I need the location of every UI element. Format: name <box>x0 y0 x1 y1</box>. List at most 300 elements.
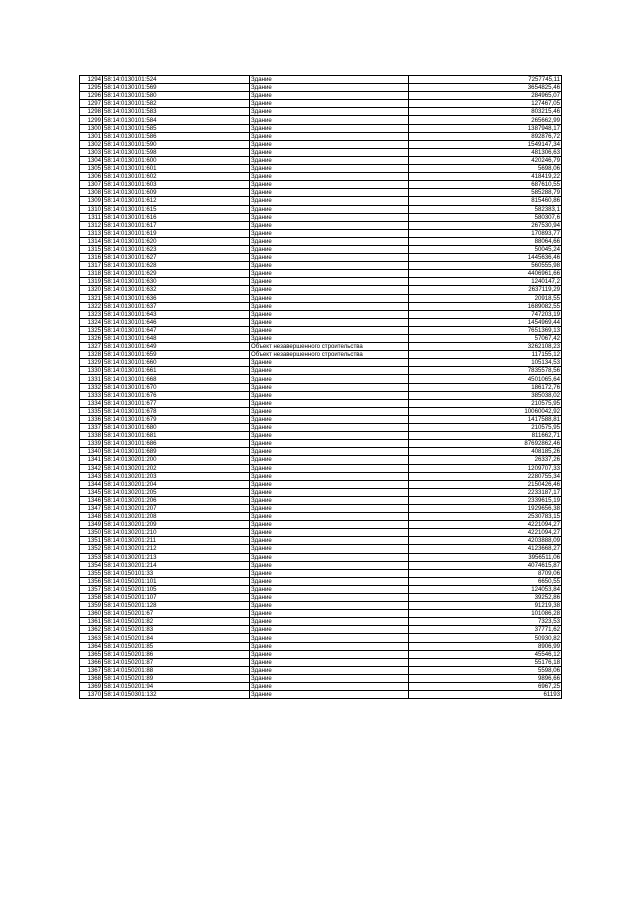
row-number: 1339 <box>80 440 103 448</box>
row-number: 1320 <box>80 286 103 294</box>
object-type: Здание <box>250 480 409 488</box>
row-number: 1363 <box>80 634 103 642</box>
cadastral-value: 7835578,56 <box>409 367 562 375</box>
table-row <box>80 197 562 205</box>
cadastral-number: 58:14:0130101:598 <box>103 148 250 156</box>
cadastral-value: 105134,53 <box>409 359 562 367</box>
cadastral-number: 58:14:0130101:636 <box>103 294 250 302</box>
table-row <box>80 245 562 253</box>
cadastral-value: 265662,99 <box>409 116 562 124</box>
cadastral-number: 58:14:0130101:686 <box>103 440 250 448</box>
table-row <box>80 391 562 399</box>
cadastral-number: 58:14:0130201:202 <box>103 464 250 472</box>
cadastral-value: 124053,84 <box>409 585 562 593</box>
cadastral-number: 58:14:0130101:582 <box>103 100 250 108</box>
object-type: Здание <box>250 569 409 577</box>
table-row <box>80 383 562 391</box>
object-type: Здание <box>250 440 409 448</box>
row-number: 1325 <box>80 326 103 334</box>
cadastral-value: 4406961,66 <box>409 270 562 278</box>
cadastral-number: 58:14:0130101:616 <box>103 213 250 221</box>
cadastral-value: 37771,62 <box>409 626 562 634</box>
table-row <box>80 496 562 504</box>
cadastral-value: 1549147,34 <box>409 140 562 148</box>
table-row <box>80 448 562 456</box>
cadastral-value: 88064,66 <box>409 237 562 245</box>
table-row <box>80 108 562 116</box>
table-row <box>80 432 562 440</box>
object-type: Здание <box>250 602 409 610</box>
cadastral-value: 1417588,81 <box>409 415 562 423</box>
row-number: 1312 <box>80 221 103 229</box>
object-type: Здание <box>250 116 409 124</box>
cadastral-value: 1209707,33 <box>409 464 562 472</box>
object-type: Здание <box>250 594 409 602</box>
object-type: Здание <box>250 124 409 132</box>
cadastral-number: 58:14:0130101:668 <box>103 375 250 383</box>
cadastral-value: 61193 <box>409 691 562 699</box>
object-type: Здание <box>250 205 409 213</box>
row-number: 1345 <box>80 488 103 496</box>
row-number: 1335 <box>80 407 103 415</box>
table-row <box>80 367 562 375</box>
cadastral-number: 58:14:0150201:89 <box>103 674 250 682</box>
cadastral-value: 186172,76 <box>409 383 562 391</box>
cadastral-number: 58:14:0150201:67 <box>103 610 250 618</box>
cadastral-number: 58:14:0130101:680 <box>103 424 250 432</box>
cadastral-number: 58:14:0130101:603 <box>103 181 250 189</box>
row-number: 1311 <box>80 213 103 221</box>
row-number: 1370 <box>80 691 103 699</box>
cadastral-number: 58:14:0150201:83 <box>103 626 250 634</box>
object-type: Здание <box>250 262 409 270</box>
object-type: Здание <box>250 650 409 658</box>
table-row <box>80 116 562 124</box>
cadastral-value: 101086,28 <box>409 610 562 618</box>
object-type: Здание <box>250 100 409 108</box>
object-type: Здание <box>250 496 409 504</box>
row-number: 1308 <box>80 189 103 197</box>
table-row <box>80 302 562 310</box>
table-row <box>80 634 562 642</box>
table-row <box>80 286 562 294</box>
cadastral-value: 10060042,92 <box>409 407 562 415</box>
cadastral-value: 57067,42 <box>409 335 562 343</box>
table-row <box>80 84 562 92</box>
cadastral-value: 560555,98 <box>409 262 562 270</box>
table-row <box>80 278 562 286</box>
row-number: 1333 <box>80 391 103 399</box>
cadastral-value: 39252,86 <box>409 594 562 602</box>
object-type: Здание <box>250 610 409 618</box>
object-type: Здание <box>250 173 409 181</box>
row-number: 1364 <box>80 642 103 650</box>
table-row <box>80 76 562 84</box>
cadastral-value: 55176,18 <box>409 658 562 666</box>
row-number: 1300 <box>80 124 103 132</box>
table-row <box>80 488 562 496</box>
cadastral-number: 58:14:0130101:649 <box>103 343 250 351</box>
row-number: 1306 <box>80 173 103 181</box>
row-number: 1309 <box>80 197 103 205</box>
cadastral-number: 58:14:0150201:101 <box>103 577 250 585</box>
cadastral-number: 58:14:0130201:200 <box>103 456 250 464</box>
cadastral-value: 580307,6 <box>409 213 562 221</box>
cadastral-value: 3956511,06 <box>409 553 562 561</box>
object-type: Объект незавершенного строительства <box>250 351 409 359</box>
table-row <box>80 602 562 610</box>
object-type: Объект незавершенного строительства <box>250 343 409 351</box>
row-number: 1326 <box>80 335 103 343</box>
cadastral-number: 58:14:0150201:82 <box>103 618 250 626</box>
cadastral-number: 58:14:0130201:208 <box>103 513 250 521</box>
cadastral-value: 3262108,23 <box>409 343 562 351</box>
cadastral-number: 58:14:0130201:212 <box>103 545 250 553</box>
cadastral-value: 747203,19 <box>409 310 562 318</box>
cadastral-number: 58:14:0150201:87 <box>103 658 250 666</box>
table-row <box>80 326 562 334</box>
cadastral-number: 58:14:0130101:602 <box>103 173 250 181</box>
cadastral-number: 58:14:0130101:648 <box>103 335 250 343</box>
cadastral-value: 2150426,46 <box>409 480 562 488</box>
cadastral-number: 58:14:0130201:209 <box>103 521 250 529</box>
object-type: Здание <box>250 666 409 674</box>
cadastral-number: 58:14:0130101:609 <box>103 189 250 197</box>
cadastral-number: 58:14:0150301:132 <box>103 691 250 699</box>
row-number: 1298 <box>80 108 103 116</box>
cadastral-number: 58:14:0130101:678 <box>103 407 250 415</box>
table-row <box>80 683 562 691</box>
object-type: Здание <box>250 367 409 375</box>
cadastral-number: 58:14:0130101:617 <box>103 221 250 229</box>
cadastral-number: 58:14:0130101:681 <box>103 432 250 440</box>
row-number: 1307 <box>80 181 103 189</box>
table-row <box>80 181 562 189</box>
object-type: Здание <box>250 513 409 521</box>
object-type: Здание <box>250 165 409 173</box>
object-type: Здание <box>250 658 409 666</box>
cadastral-number: 58:14:0130201:205 <box>103 488 250 496</box>
cadastral-value: 4501065,64 <box>409 375 562 383</box>
table-row <box>80 351 562 359</box>
cadastral-number: 58:14:0130201:210 <box>103 529 250 537</box>
row-number: 1365 <box>80 650 103 658</box>
cadastral-value: 127467,05 <box>409 100 562 108</box>
cadastral-value: 91219,38 <box>409 602 562 610</box>
object-type: Здание <box>250 270 409 278</box>
cadastral-value: 582383,1 <box>409 205 562 213</box>
cadastral-number: 58:14:0130101:629 <box>103 270 250 278</box>
table-row <box>80 691 562 699</box>
table-row <box>80 618 562 626</box>
row-number: 1327 <box>80 343 103 351</box>
row-number: 1357 <box>80 585 103 593</box>
table-row <box>80 237 562 245</box>
object-type: Здание <box>250 504 409 512</box>
object-type: Здание <box>250 335 409 343</box>
object-type: Здание <box>250 383 409 391</box>
cadastral-number: 58:14:0130201:207 <box>103 504 250 512</box>
cadastral-number: 58:14:0130101:585 <box>103 124 250 132</box>
cadastral-value: 5698,06 <box>409 165 562 173</box>
row-number: 1354 <box>80 561 103 569</box>
cadastral-value: 87692862,46 <box>409 440 562 448</box>
object-type: Здание <box>250 432 409 440</box>
cadastral-value: 5598,06 <box>409 666 562 674</box>
cadastral-value: 45546,12 <box>409 650 562 658</box>
cadastral-value: 687610,55 <box>409 181 562 189</box>
row-number: 1361 <box>80 618 103 626</box>
cadastral-value: 117155,12 <box>409 351 562 359</box>
cadastral-number: 58:14:0130101:679 <box>103 415 250 423</box>
row-number: 1321 <box>80 294 103 302</box>
row-number: 1299 <box>80 116 103 124</box>
table-row <box>80 561 562 569</box>
object-type: Здание <box>250 359 409 367</box>
cadastral-number: 58:14:0130201:213 <box>103 553 250 561</box>
row-number: 1351 <box>80 537 103 545</box>
object-type: Здание <box>250 302 409 310</box>
cadastral-value: 1689082,55 <box>409 302 562 310</box>
cadastral-value: 26337,26 <box>409 456 562 464</box>
row-number: 1297 <box>80 100 103 108</box>
cadastral-number: 58:14:0130101:647 <box>103 326 250 334</box>
cadastral-number: 58:14:0130101:590 <box>103 140 250 148</box>
object-type: Здание <box>250 92 409 100</box>
table-row <box>80 156 562 164</box>
cadastral-number: 58:14:0150201:94 <box>103 683 250 691</box>
cadastral-value: 8709,06 <box>409 569 562 577</box>
row-number: 1350 <box>80 529 103 537</box>
cadastral-number: 58:14:0150201:105 <box>103 585 250 593</box>
row-number: 1318 <box>80 270 103 278</box>
object-type: Здание <box>250 108 409 116</box>
table-body <box>80 76 562 699</box>
cadastral-number: 58:14:0150201:88 <box>103 666 250 674</box>
table-row <box>80 504 562 512</box>
cadastral-value: 50045,24 <box>409 245 562 253</box>
table-row <box>80 424 562 432</box>
cadastral-value: 420246,79 <box>409 156 562 164</box>
table-row <box>80 545 562 553</box>
row-number: 1301 <box>80 132 103 140</box>
row-number: 1344 <box>80 480 103 488</box>
cadastral-value: 4221094,27 <box>409 521 562 529</box>
row-number: 1341 <box>80 456 103 464</box>
cadastral-number: 58:14:0150201:85 <box>103 642 250 650</box>
object-type: Здание <box>250 181 409 189</box>
table-row <box>80 577 562 585</box>
table-row <box>80 521 562 529</box>
cadastral-number: 58:14:0130101:677 <box>103 399 250 407</box>
cadastral-number: 58:14:0130101:615 <box>103 205 250 213</box>
cadastral-number: 58:14:0130101:601 <box>103 165 250 173</box>
cadastral-number: 58:14:0130101:628 <box>103 262 250 270</box>
cadastral-number: 58:14:0130101:689 <box>103 448 250 456</box>
cadastral-value: 20918,55 <box>409 294 562 302</box>
row-number: 1332 <box>80 383 103 391</box>
table-row <box>80 407 562 415</box>
row-number: 1331 <box>80 375 103 383</box>
object-type: Здание <box>250 245 409 253</box>
table-row <box>80 100 562 108</box>
cadastral-value: 8906,99 <box>409 642 562 650</box>
cadastral-number: 58:14:0130101:659 <box>103 351 250 359</box>
table-row <box>80 262 562 270</box>
table-row <box>80 674 562 682</box>
row-number: 1337 <box>80 424 103 432</box>
cadastral-value: 815460,86 <box>409 197 562 205</box>
cadastral-number: 58:14:0130101:583 <box>103 108 250 116</box>
cadastral-number: 58:14:0130201:214 <box>103 561 250 569</box>
cadastral-value: 2280755,34 <box>409 472 562 480</box>
object-type: Здание <box>250 642 409 650</box>
table-row <box>80 456 562 464</box>
cadastral-number: 58:14:0130101:630 <box>103 278 250 286</box>
object-type: Здание <box>250 577 409 585</box>
row-number: 1317 <box>80 262 103 270</box>
row-number: 1358 <box>80 594 103 602</box>
cadastral-value: 6650,55 <box>409 577 562 585</box>
cadastral-value: 585288,79 <box>409 189 562 197</box>
cadastral-number: 58:14:0130101:524 <box>103 76 250 84</box>
cadastral-value: 50930,82 <box>409 634 562 642</box>
cadastral-number: 58:14:0130101:612 <box>103 197 250 205</box>
row-number: 1360 <box>80 610 103 618</box>
cadastral-value: 385038,02 <box>409 391 562 399</box>
cadastral-value: 418419,22 <box>409 173 562 181</box>
cadastral-value: 7257745,11 <box>409 76 562 84</box>
cadastral-number: 58:14:0150201:107 <box>103 594 250 602</box>
row-number: 1295 <box>80 84 103 92</box>
cadastral-number: 58:14:0130101:584 <box>103 116 250 124</box>
cadastral-number: 58:14:0150201:86 <box>103 650 250 658</box>
object-type: Здание <box>250 448 409 456</box>
object-type: Здание <box>250 488 409 496</box>
object-type: Здание <box>250 237 409 245</box>
cadastral-value: 210575,95 <box>409 399 562 407</box>
row-number: 1303 <box>80 148 103 156</box>
table-row <box>80 173 562 181</box>
row-number: 1347 <box>80 504 103 512</box>
cadastral-number: 58:14:0150101:33 <box>103 569 250 577</box>
object-type: Здание <box>250 585 409 593</box>
cadastral-value: 4203888,09 <box>409 537 562 545</box>
cadastral-number: 58:14:0130101:643 <box>103 310 250 318</box>
cadastral-value: 1387948,17 <box>409 124 562 132</box>
row-number: 1313 <box>80 229 103 237</box>
table-row <box>80 650 562 658</box>
cadastral-number: 58:14:0130101:619 <box>103 229 250 237</box>
cadastral-number: 58:14:0130201:204 <box>103 480 250 488</box>
table-row <box>80 92 562 100</box>
object-type: Здание <box>250 545 409 553</box>
table-row <box>80 213 562 221</box>
object-type: Здание <box>250 189 409 197</box>
table-row <box>80 594 562 602</box>
object-type: Здание <box>250 424 409 432</box>
row-number: 1359 <box>80 602 103 610</box>
cadastral-number: 58:14:0130101:623 <box>103 245 250 253</box>
row-number: 1323 <box>80 310 103 318</box>
table-row <box>80 626 562 634</box>
row-number: 1362 <box>80 626 103 634</box>
cadastral-number: 58:14:0130101:660 <box>103 359 250 367</box>
table-row <box>80 440 562 448</box>
table-row <box>80 399 562 407</box>
table-row <box>80 221 562 229</box>
cadastral-number: 58:14:0130101:600 <box>103 156 250 164</box>
table-row <box>80 513 562 521</box>
object-type: Здание <box>250 529 409 537</box>
cadastral-value: 1929656,38 <box>409 504 562 512</box>
row-number: 1329 <box>80 359 103 367</box>
table-row <box>80 529 562 537</box>
cadastral-value: 811662,71 <box>409 432 562 440</box>
cadastral-value: 284965,07 <box>409 92 562 100</box>
table-row <box>80 585 562 593</box>
row-number: 1294 <box>80 76 103 84</box>
cadastral-number: 58:14:0150201:84 <box>103 634 250 642</box>
row-number: 1367 <box>80 666 103 674</box>
object-type: Здание <box>250 375 409 383</box>
table-row <box>80 310 562 318</box>
row-number: 1346 <box>80 496 103 504</box>
cadastral-number: 58:14:0130101:676 <box>103 391 250 399</box>
object-type: Здание <box>250 294 409 302</box>
row-number: 1302 <box>80 140 103 148</box>
table-row <box>80 343 562 351</box>
object-type: Здание <box>250 286 409 294</box>
table-row <box>80 553 562 561</box>
row-number: 1310 <box>80 205 103 213</box>
cadastral-value: 803215,46 <box>409 108 562 116</box>
cadastral-number: 58:14:0130201:206 <box>103 496 250 504</box>
row-number: 1334 <box>80 399 103 407</box>
row-number: 1343 <box>80 472 103 480</box>
row-number: 1324 <box>80 318 103 326</box>
table-row <box>80 205 562 213</box>
object-type: Здание <box>250 140 409 148</box>
table-row <box>80 658 562 666</box>
object-type: Здание <box>250 464 409 472</box>
object-type: Здание <box>250 156 409 164</box>
cadastral-value: 3654825,46 <box>409 84 562 92</box>
object-type: Здание <box>250 626 409 634</box>
cadastral-value: 892876,72 <box>409 132 562 140</box>
object-type: Здание <box>250 76 409 84</box>
object-type: Здание <box>250 229 409 237</box>
cadastral-number: 58:14:0130101:670 <box>103 383 250 391</box>
cadastral-number: 58:14:0130101:586 <box>103 132 250 140</box>
cadastral-value: 7651369,13 <box>409 326 562 334</box>
row-number: 1336 <box>80 415 103 423</box>
cadastral-number: 58:14:0130101:627 <box>103 254 250 262</box>
table-row <box>80 472 562 480</box>
cadastral-number: 58:14:0130101:632 <box>103 286 250 294</box>
cadastral-value: 1454969,44 <box>409 318 562 326</box>
cadastral-value: 9896,66 <box>409 674 562 682</box>
row-number: 1356 <box>80 577 103 585</box>
row-number: 1355 <box>80 569 103 577</box>
table-row <box>80 569 562 577</box>
cadastral-value: 2339615,19 <box>409 496 562 504</box>
row-number: 1349 <box>80 521 103 529</box>
table-row <box>80 537 562 545</box>
table-row <box>80 415 562 423</box>
object-type: Здание <box>250 618 409 626</box>
table-row <box>80 124 562 132</box>
